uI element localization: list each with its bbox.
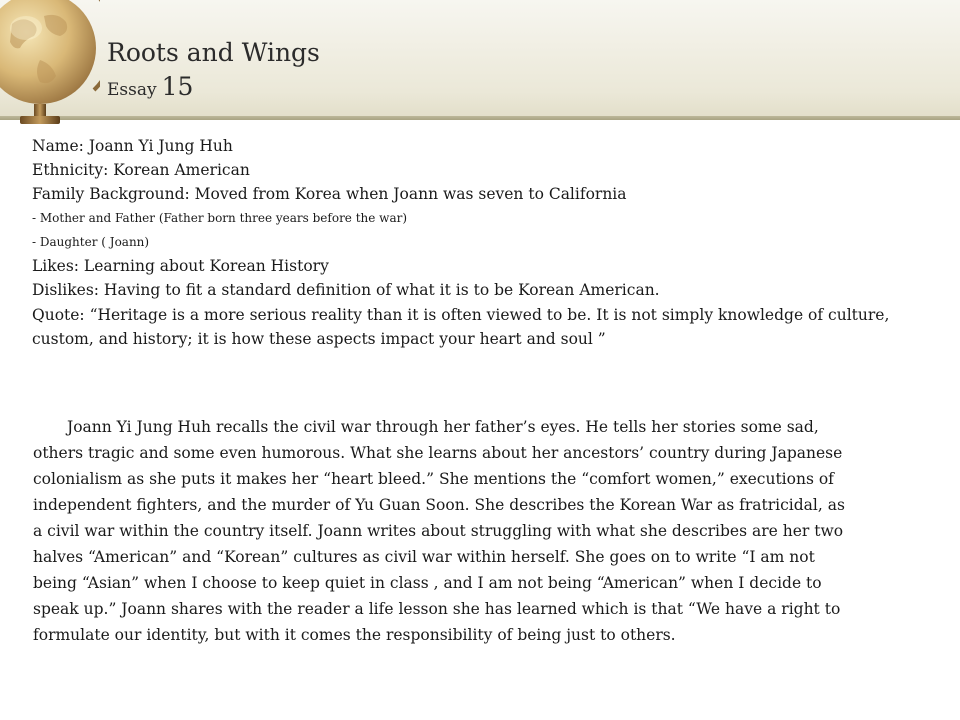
essay-line: halves “American” and “Korean” cultures as civil war within herself. She goes on to write “I am not [33, 548, 815, 566]
family-member-parents: - Mother and Father (Father born three years before the war) [32, 211, 408, 225]
essay-line: formulate our identity, but with it comes the responsibility of being just to others. [33, 626, 676, 644]
name-field: Name: Joann Yi Jung Huh [32, 137, 233, 155]
dislikes-field: Dislikes: Having to fit a standard definition of what it is to be Korean American. [32, 281, 660, 299]
essay-line: colonialism as she puts it makes her “heart bleed.” She mentions the “comfort women,” executions of [33, 470, 834, 488]
subtitle-label: Essay [107, 80, 157, 100]
likes-field: Likes: Learning about Korean History [32, 257, 329, 275]
essay-line: being “Asian” when I choose to keep quiet in class , and I am not being “American” when I decide to [33, 574, 822, 592]
profile-section [32, 134, 932, 350]
essay-line: independent fighters, and the murder of Yu Guan Soon. She describes the Korean War as fratricidal, as [33, 496, 845, 514]
header-divider [0, 116, 960, 120]
slide-subtitle [107, 72, 193, 101]
globe-icon [0, 0, 100, 140]
essay-line: speak up.” Joann shares with the reader a life lesson she has learned which is that “We have a right to [33, 600, 841, 618]
essay-number: 15 [161, 72, 194, 101]
quote-line-1: Quote: “Heritage is a more serious reality than it is often viewed to be. It is not simply knowledge of culture, [32, 306, 890, 324]
ethnicity-field: Ethnicity: Korean American [32, 161, 250, 179]
quote-line-2: custom, and history; it is how these aspects impact your heart and soul ” [32, 330, 606, 348]
family-member-daughter: - Daughter ( Joann) [32, 235, 150, 249]
family-background-field: Family Background: Moved from Korea when Joann was seven to California [32, 185, 627, 203]
slide-title: Roots and Wings [107, 38, 320, 67]
essay-line: Joann Yi Jung Huh recalls the civil war through her father’s eyes. He tells her stories some sad, [67, 418, 819, 436]
essay-line: others tragic and some even humorous. What she learns about her ancestors’ country during Japanese [33, 444, 843, 462]
essay-line: a civil war within the country itself. Joann writes about struggling with what she describes are her two [33, 522, 844, 540]
essay-paragraph [33, 414, 933, 648]
